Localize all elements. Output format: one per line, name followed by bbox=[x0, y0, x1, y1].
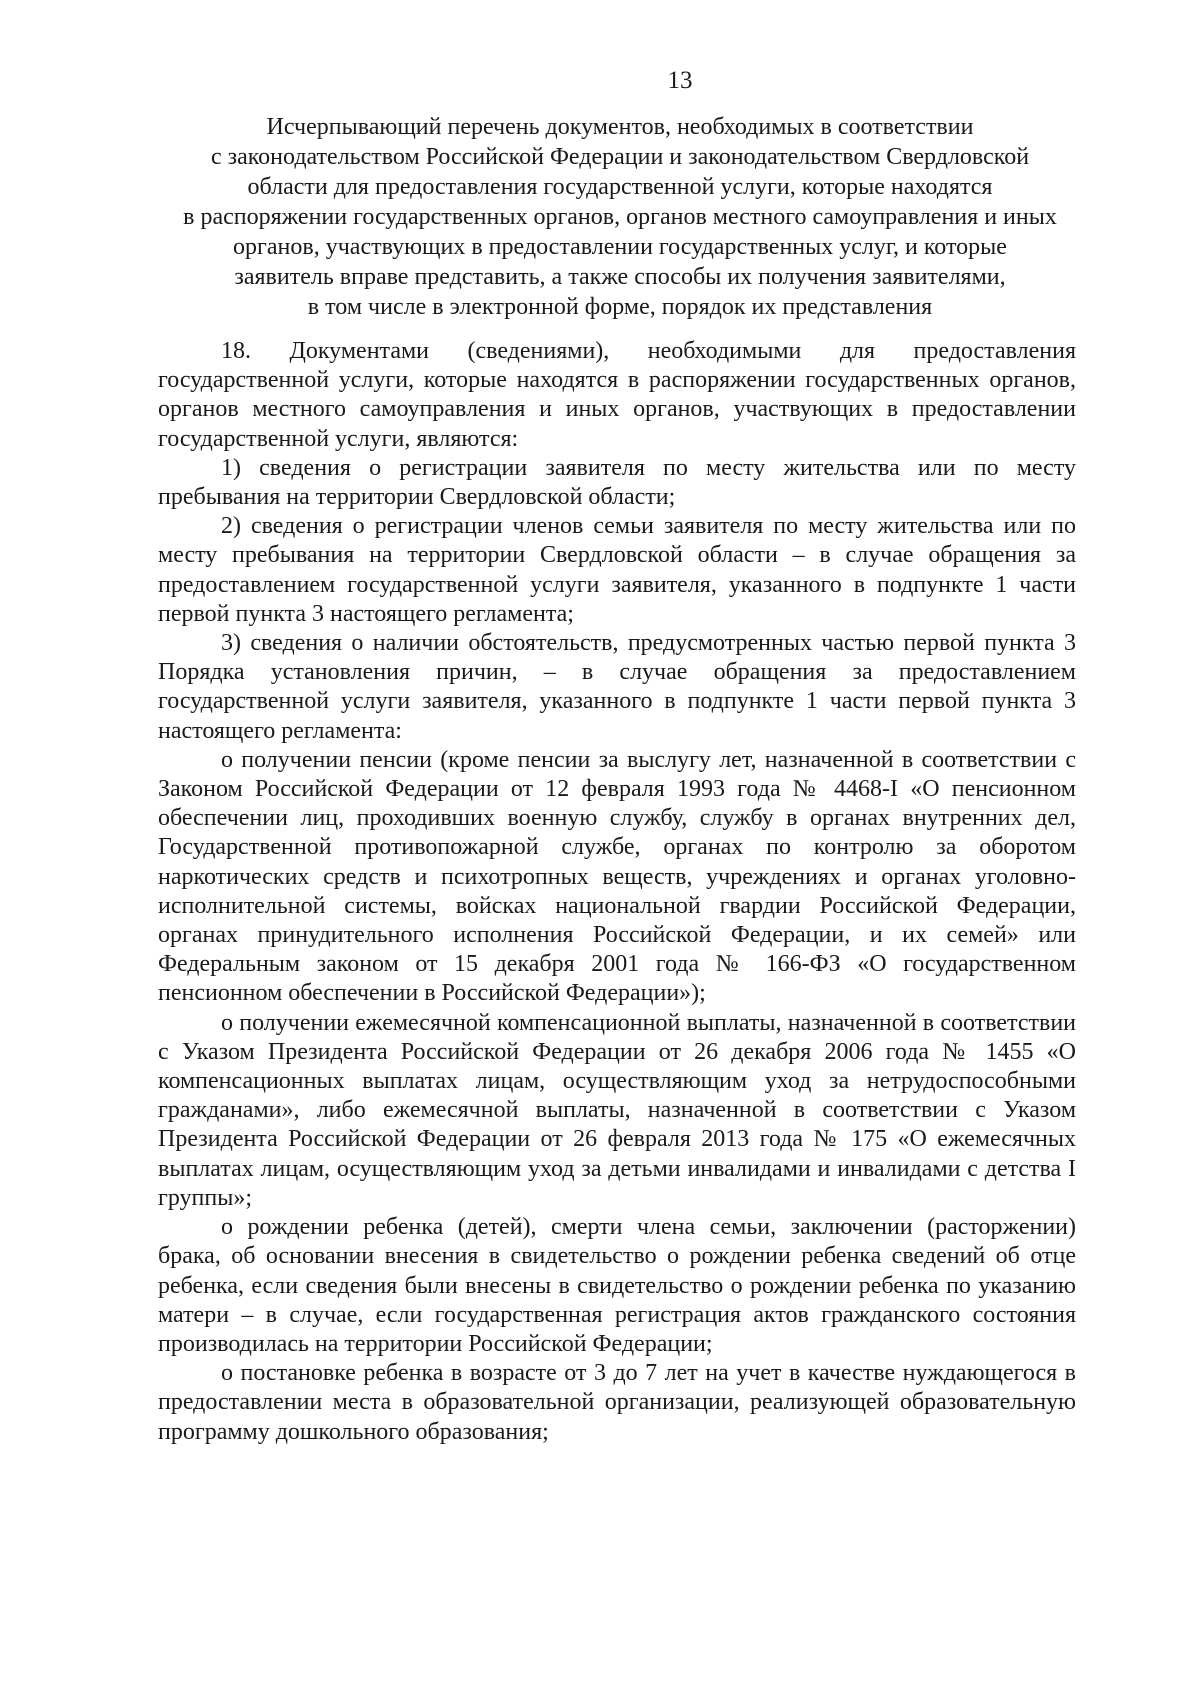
body-text bbox=[158, 337, 1076, 1447]
heading-line: заявитель вправе представить, а также способы их получения заявителями, bbox=[234, 264, 1006, 290]
heading-line: с законодательством Российской Федерации и законодательством Свердловской bbox=[210, 144, 1030, 170]
heading-line: органов, участвующих в предоставлении государственных услуг, и которые bbox=[233, 234, 1007, 260]
heading-line: области для предоставления государственной услуги, которые находятся bbox=[247, 174, 993, 200]
page-number: 13 bbox=[667, 67, 693, 94]
heading-line: в распоряжении государственных органов, органов местного самоуправления и иных bbox=[183, 204, 1057, 230]
paragraph-subitem-2: 2) сведения о регистрации членов семьи заявителя по месту жительства или по месту пребывания на территории Свердловской области – в случае обращения за предоставлением государственной услуги заявителя, указанного в подпункте 1 части первой пункта 3 настоящего регламента; bbox=[158, 513, 1076, 627]
paragraph-preschool: о постановке ребенка в возрасте от 3 до 7 лет на учет в качестве нуждающегося в предоставлении места в образовательной организации, реализующей образовательную программу дошкольного образования; bbox=[158, 1360, 1076, 1445]
paragraph-pension: о получении пенсии (кроме пенсии за выслугу лет, назначенной в соответствии с Законом Российской Федерации от 12 февраля 1993 года № 4468-I «О пенсионном обеспечении лиц, проходивших военную службу, службу в органах внутренних дел, Государственной противопожарной службе, органах по контролю за оборотом наркотических средств и психотропных веществ, учреждениях и органах уголовно-исполнительной системы, войсках национальной гвардии Российской Федерации, органах принудительного исполнения Российской Федерации, и их семей» или Федеральным законом от 15 декабря 2001 года № 166-ФЗ «О государственном пенсионном обеспечении в Российской Федерации»); bbox=[158, 746, 1076, 1007]
heading-line: Исчерпывающий перечень документов, необходимых в соответствии bbox=[266, 114, 974, 140]
paragraph-item-18: 18. Документами (сведениями), необходимыми для предоставления государственной услуги, которые находятся в распоряжении государственных органов, органов местного самоуправления и иных органов, участвующих в предоставлении государственной услуги, являются: bbox=[158, 338, 1076, 452]
paragraph-birth: о рождении ребенка (детей), смерти члена семьи, заключении (расторжении) брака, об основании внесения в свидетельство о рождении ребенка сведений об отце ребенка, если сведения были внесены в свидетельство о рождении ребенка по указанию матери – в случае, если государственная регистрация актов гражданского состояния производилась на территории Российской Федерации; bbox=[158, 1214, 1076, 1357]
section-heading bbox=[160, 112, 1080, 322]
paragraph-compensation: о получении ежемесячной компенсационной выплаты, назначенной в соответствии с Указом Президента Российской Федерации от 26 декабря 2006 года № 1455 «О компенсационных выплатах лицам, осуществляющим уход за нетрудоспособными гражданами», либо ежемесячной выплаты, назначенной в соответствии с Указом Президента Российской Федерации от 26 февраля 2013 года № 175 «О ежемесячных выплатах лицам, осуществляющим уход за детьми инвалидами и инвалидами с детства I группы»; bbox=[158, 1009, 1076, 1211]
paragraph-subitem-1: 1) сведения о регистрации заявителя по месту жительства или по месту пребывания на территории Свердловской области; bbox=[158, 454, 1076, 511]
paragraph-subitem-3: 3) сведения о наличии обстоятельств, предусмотренных частью первой пункта 3 Порядка установления причин, – в случае обращения за предоставлением государственной услуги заявителя, указанного в подпункте 1 части первой пункта 3 настоящего регламента: bbox=[158, 630, 1076, 744]
heading-line: в том числе в электронной форме, порядок их представления bbox=[307, 294, 933, 320]
